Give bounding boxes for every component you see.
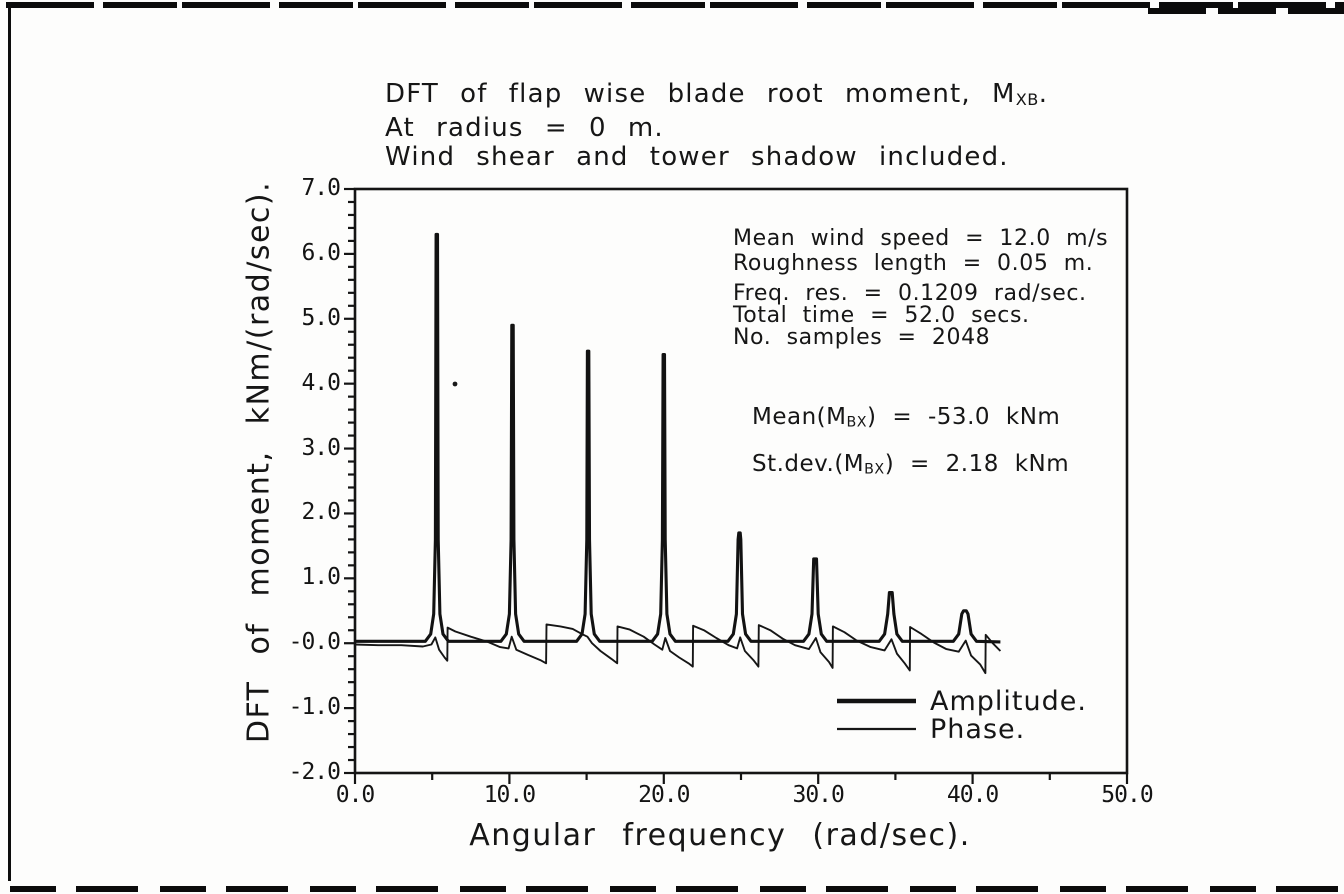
chart-title-line2: At radius = 0 m. <box>385 112 664 143</box>
subscript-bx: BX <box>846 414 868 431</box>
y-axis-label: DFT of moment, kNm/(rad/sec). <box>241 180 277 744</box>
legend-label-amplitude: Amplitude. <box>930 686 1087 717</box>
chart-title-line1: DFT of flap wise blade root moment, $M_{XB}$. <box>385 79 1049 109</box>
x-tick-label: 50.0 <box>1101 782 1153 808</box>
x-tick-label: 20.0 <box>638 782 690 808</box>
annotation-stdev: $St.dev.(M_{BX}) = 2.18$ kNm <box>752 451 1070 478</box>
y-tick-label: 4.0 <box>301 369 340 396</box>
y-tick-label: 3.0 <box>301 434 340 461</box>
x-tick-label: 0.0 <box>335 782 375 808</box>
annotation-samples: No. samples = 2048 <box>733 325 991 350</box>
y-tick-label: 1.0 <box>301 564 340 591</box>
chart-title <box>385 80 1048 172</box>
y-tick-label: 6.0 <box>301 239 340 266</box>
annotation-wind <box>733 226 1108 276</box>
annotation-wind-speed: Mean wind speed = 12.0 m/s <box>733 226 1109 251</box>
annotation-freq-res: Freq. res. = 0.1209 rad/sec. <box>733 281 1087 306</box>
annotation-total-time: Total time = 52.0 secs. <box>733 303 1030 328</box>
y-tick-label: 2.0 <box>301 499 340 526</box>
y-tick-label: -1.0 <box>288 694 340 721</box>
y-tick-label: -0.0 <box>288 629 340 656</box>
scan-speck <box>453 382 458 387</box>
phase-curve <box>355 624 1000 673</box>
subscript-xb: XB <box>1015 89 1039 109</box>
annotation-sampling <box>733 283 1087 349</box>
x-axis-label: Angular frequency (rad/sec). <box>469 818 971 853</box>
subscript-bx: BX <box>864 461 885 478</box>
annotation-mean: $Mean(M_{BX}) = -53.0$ kNm <box>752 404 1061 431</box>
x-tick-label: 10.0 <box>483 782 536 808</box>
legend-label-phase: Phase. <box>930 714 1026 745</box>
x-tick-label: 40.0 <box>946 782 999 808</box>
y-tick-label: -2.0 <box>288 759 340 785</box>
x-tick-label: 30.0 <box>792 782 844 808</box>
chart-title-line3: Wind shear and tower shadow included. <box>385 141 1009 172</box>
y-tick-label: 5.0 <box>301 304 340 331</box>
y-tick-label: 7.0 <box>301 175 340 201</box>
annotation-roughness: Roughness length = 0.05 m. <box>733 251 1094 276</box>
